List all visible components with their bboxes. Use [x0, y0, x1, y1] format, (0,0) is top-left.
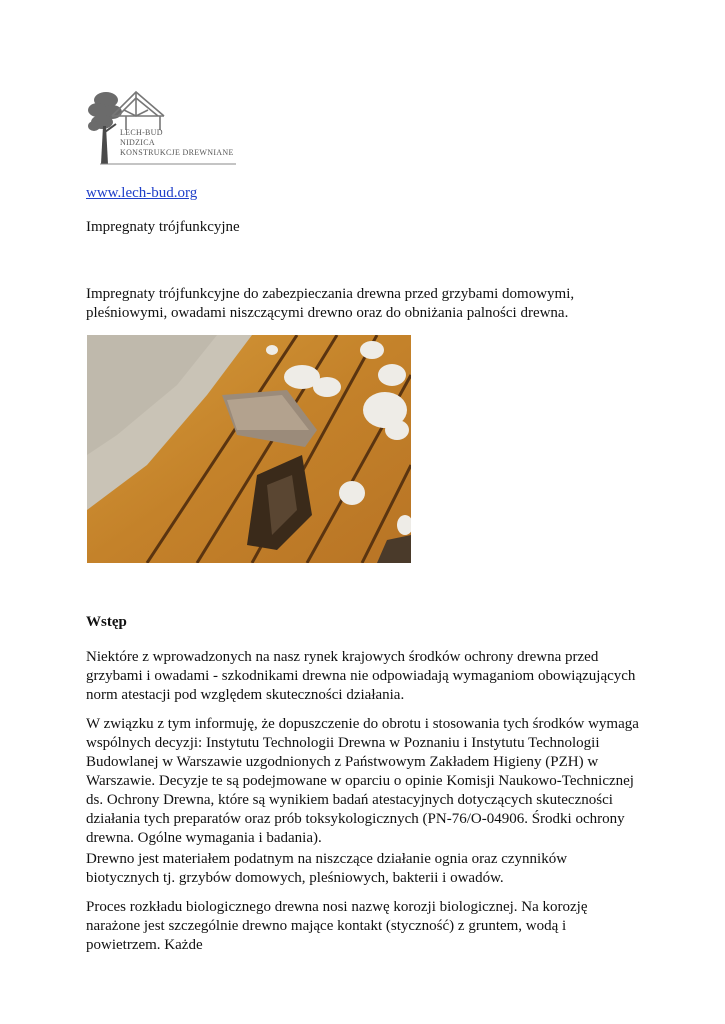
website-link[interactable]: www.lech-bud.org — [86, 185, 198, 201]
company-logo — [86, 86, 246, 168]
photo-damaged-wood — [87, 335, 411, 563]
section-heading: Wstęp — [86, 614, 127, 630]
paragraph-1: Niektóre z wprowadzonych na nasz rynek krajowych środków ochrony drewna przed grzybami i owadami - szkodnikami drewna nie odpowiadają wymaganiom obowiązujących norm atestacji pod względem skuteczności działania. — [86, 649, 636, 703]
paragraph-3: Drewno jest materiałem podatnym na niszczące działanie ognia oraz czynników biotycznych tj. grzybów domowych, pleśniowych, bakterii i owadów. — [86, 851, 568, 886]
logo-line-1: LECH-BUD — [120, 128, 163, 137]
intro-paragraph: Impregnaty trójfunkcyjne do zabezpieczania drewna przed grzybami domowymi, pleśniowymi, owadami niszczącymi drewno oraz do obniżania palności drewna. — [86, 286, 575, 321]
paragraph-2: W związku z tym informuję, że dopuszczenie do obrotu i stosowania tych środków wymaga wspólnych decyzji: Instytutu Technologii Drewna w Poznaniu i Instytutu Technologii Budowlanej w Warszawie uzgodnionych z Państwowym Zakładem Higieny (PZH) w Warszawie. Decyzje te są podejmowane w oparciu o opinie Komisji Naukowo-Technicznej ds. Ochrony Drewna, które są wynikiem badań atestacyjnych dotyczących skuteczności działania tych preparatów oraz prób toksykologicznych (PN-76/O-04906. Środki ochrony drewna. Ogólne wymagania i badania). — [86, 716, 639, 846]
website-line — [86, 184, 646, 203]
logo-line-2: NIDZICA — [120, 138, 155, 147]
subtitle: Impregnaty trójfunkcyjne — [86, 219, 240, 235]
paragraph-4: Proces rozkładu biologicznego drewna nosi nazwę korozji biologicznej. Na korozję narażone jest szczególnie drewno mające kontakt (styczność) z gruntem, wodą i powietrzem. Każde — [86, 899, 588, 953]
logo-line-3: KONSTRUKCJE DREWNIANE — [120, 148, 234, 157]
